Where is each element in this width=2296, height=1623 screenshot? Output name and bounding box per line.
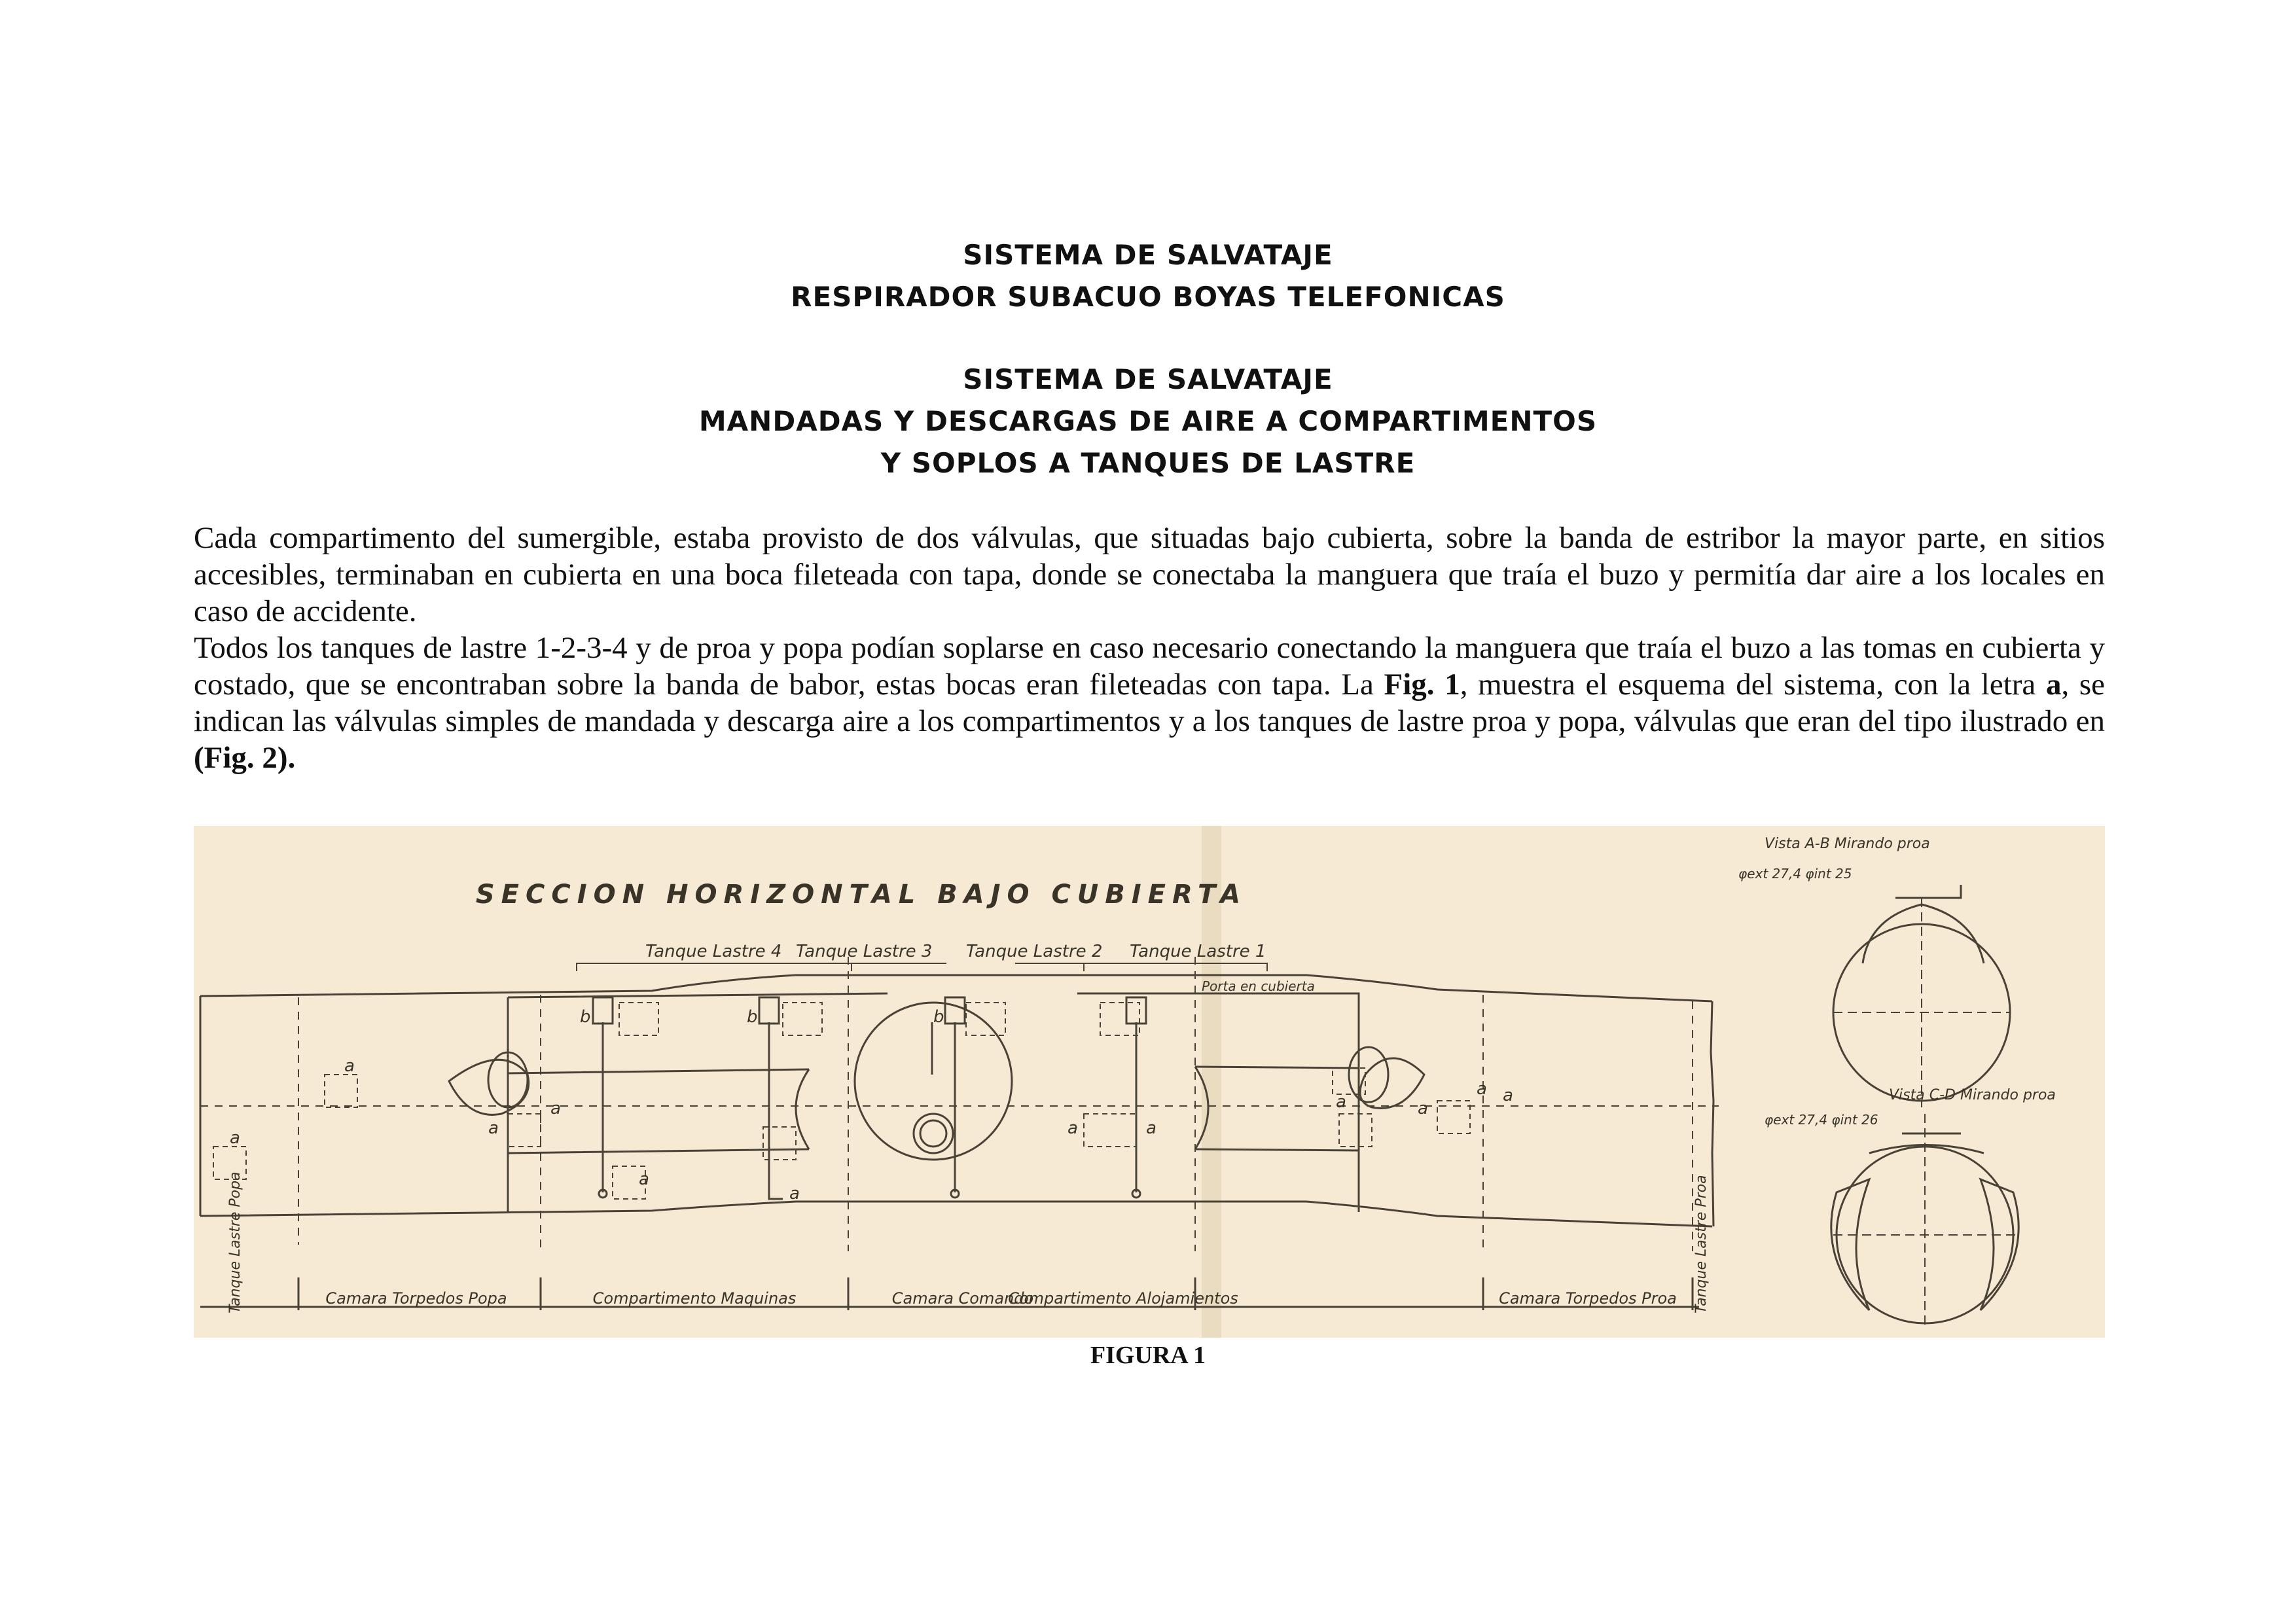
- end-label-right: Tanque Lastre Proa: [1693, 1175, 1710, 1313]
- compartment-label: Camara Comando: [891, 1289, 1034, 1308]
- valve-letter-b: b: [933, 1007, 944, 1027]
- valve-letter-b: b: [580, 1007, 591, 1027]
- view-cd-dims: φext 27,4 φint 26: [1765, 1112, 1878, 1128]
- valve-letter: a: [344, 1056, 355, 1076]
- tank-label-1: Tanque Lastre 1: [1130, 942, 1266, 961]
- valve-letter: a: [1418, 1099, 1428, 1118]
- heading-title-2: SISTEMA DE SALVATAJE: [963, 363, 1333, 395]
- heading-subtitle-1: RESPIRADOR SUBACUO BOYAS TELEFONICAS: [791, 281, 1505, 313]
- valve-letter: a: [1146, 1118, 1157, 1138]
- tank-label-4: Tanque Lastre 4: [645, 942, 782, 961]
- compartment-label: Camara Torpedos Popa: [325, 1289, 507, 1308]
- valve-letter: a: [1477, 1079, 1487, 1099]
- fig-1-reference: Fig. 1: [1384, 668, 1460, 702]
- tank-label-2: Tanque Lastre 2: [966, 942, 1103, 961]
- body-text: [194, 520, 2105, 776]
- view-ab-dims: φext 27,4 φint 25: [1738, 866, 1852, 882]
- heading-subtitle-2: MANDADAS Y DESCARGAS DE AIRE A COMPARTIMENTOS: [698, 405, 1598, 437]
- end-label-left: Tanque Lastre Popa: [227, 1171, 243, 1313]
- porta-label: Porta en cubierta: [1202, 978, 1315, 994]
- paragraph-2: [194, 630, 2105, 776]
- tank-label-3: Tanque Lastre 3: [796, 942, 933, 961]
- letter-a-reference: a: [2045, 668, 2062, 702]
- paragraph-2-text: Todos los tanques de lastre 1-2-3-4 y de proa y popa podían soplarse en caso necesario conectando la manguera que traía el buzo a las tomas en cubierta y costado, que se encontraban sobre la banda de babor, estas bocas eran fileteadas con tapa. La: [194, 631, 2105, 702]
- fig-2-reference: (Fig. 2).: [194, 741, 296, 775]
- heading-title-1: SISTEMA DE SALVATAJE: [963, 239, 1333, 271]
- valve-letter: a: [1336, 1092, 1346, 1112]
- valve-letter: a: [1503, 1086, 1513, 1105]
- view-cd-title: Vista C-D Mirando proa: [1889, 1087, 2056, 1103]
- valve-letter: a: [639, 1169, 649, 1189]
- paragraph-2-text: , se indican las válvulas simples de mandada y descarga aire a los compartimentos y a los tanques de lastre proa y popa, válvulas que eran del tipo ilustrado en: [194, 668, 2106, 738]
- figure-1-drawing: [194, 826, 2105, 1338]
- drawing-title: SECCION HORIZONTAL BAJO CUBIERTA: [475, 880, 1247, 910]
- compartment-label: Compartimento Maquinas: [592, 1289, 797, 1308]
- valve-letter: a: [230, 1128, 240, 1148]
- heading-block-1: [0, 234, 2296, 318]
- compartment-label: Compartimento Alojamientos: [1008, 1289, 1238, 1308]
- valve-letter: a: [789, 1184, 800, 1204]
- paragraph-2-text: , muestra el esquema del sistema, con la letra: [1460, 668, 2046, 702]
- valve-letter: a: [1067, 1118, 1078, 1138]
- heading-subtitle-3: Y SOPLOS A TANQUES DE LASTRE: [880, 447, 1416, 479]
- paragraph-1: Cada compartimento del sumergible, estaba provisto de dos válvulas, que situadas bajo cubierta, sobre la banda de estribor la mayor parte, en sitios accesibles, terminaban en cubierta en una boca fileteada con tapa, donde se conectaba la manguera que traía el buzo y permitía dar aire a los locales en caso de accidente.: [194, 521, 2105, 628]
- compartment-label: Camara Torpedos Proa: [1499, 1289, 1677, 1308]
- valve-letter-b: b: [747, 1007, 758, 1027]
- figure-caption: FIGURA 1: [1090, 1342, 1206, 1369]
- valve-letter: a: [550, 1099, 561, 1118]
- heading-block-2: [0, 359, 2296, 484]
- view-ab-title: Vista A-B Mirando proa: [1765, 836, 1930, 852]
- valve-letter: a: [488, 1118, 499, 1138]
